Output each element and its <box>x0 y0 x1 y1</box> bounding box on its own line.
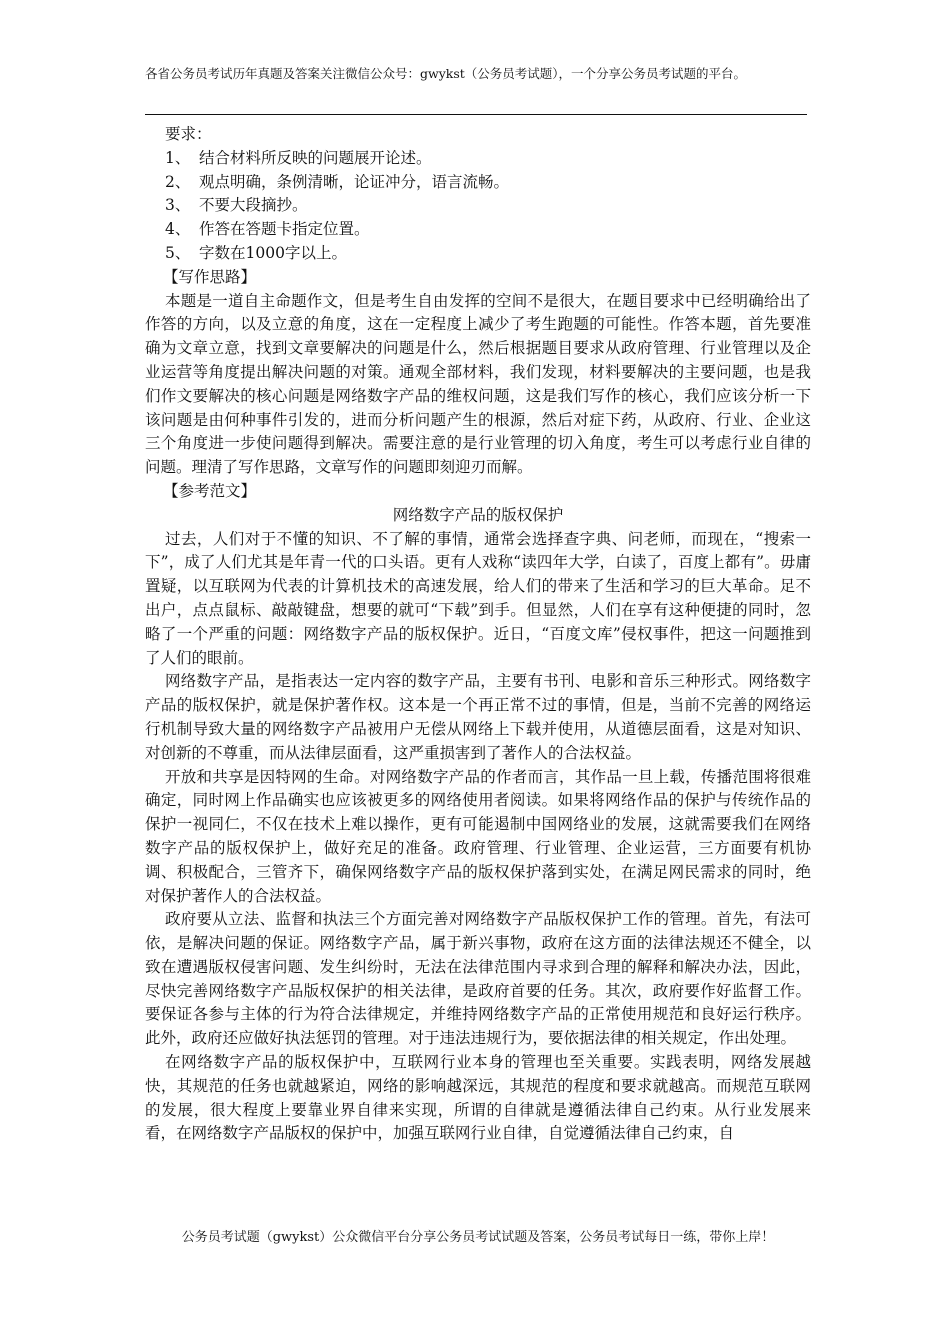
item-text: 结合材料所反映的问题展开论述。 <box>199 148 432 167</box>
page-header: 各省公务员考试历年真题及答案关注微信公众号：gwykst（公务员考试题），一个分享公务员考试题的平台。 <box>145 66 747 81</box>
essay-paragraph: 网络数字产品，是指表达一定内容的数字产品，主要有书刊、电影和音乐三种形式。网络数字产品的版权保护，就是保护著作权。这本是一个再正常不过的事情，但是，当前不完善的网络运行机制导致大量的网络数字产品被用户无偿从网络上下载并使用，从道德层面看，这是对知识、对创新的不尊重，而从法律层面看，这严重损害到了著作人的合法权益。 <box>145 672 811 762</box>
writing-idea-body: 本题是一道自主命题作文，但是考生自由发挥的空间不是很大，在题目要求中已经明确给出了作答的方向，以及立意的角度，这在一定程度上减少了考生跑题的可能性。作答本题，首先要准确为文章立意，找到文章要解决的问题是什么，然后根据题目要求从政府管理、行业管理以及企业运营等角度提出解决问题的对策。通观全部材料，我们发现，材料要解决的主要问题，也是我们作文要解决的核心问题是网络数字产品的维权问题，这是我们写作的核心，我们应该分析一下该问题是由何种事件引发的，进而分析问题产生的根源，然后对症下药，从政府、行业、企业这三个角度进一步使问题得到解决。需要注意的是行业管理的切入角度，考生可以考虑行业自律的问题。理清了写作思路，文章写作的问题即刻迎刃而解。 <box>145 291 811 477</box>
item-text: 作答在答题卡指定位置。 <box>199 220 370 239</box>
essay-paragraph: 开放和共享是因特网的生命。对网络数字产品的作者而言，其作品一旦上载，传播范围将很难确定，同时网上作品确实也应该被更多的网络使用者阅读。如果将网络作品的保护与传统作品的保护一视同仁，不仅在技术上难以操作，更有可能遏制中国网络业的发展，这就需要我们在网络数字产品的版权保护上，做好充足的准备。政府管理、行业管理、企业运营，三方面要有机协调、积极配合，三管齐下，确保网络数字产品的版权保护落到实处，在满足网民需求的同时，绝对保护著作人的合法权益。 <box>145 767 811 905</box>
list-item <box>145 218 811 242</box>
essay-paragraph: 在网络数字产品的版权保护中，互联网行业本身的管理也至关重要。实践表明，网络发展越快，其规范的任务也就越紧迫，网络的影响越深远，其规范的程度和要求就越高。而规范互联网的发展，很大程度上要靠业界自律来实现，所谓的自律就是遵循法律自己约束。从行业发展来看，在网络数字产品版权的保护中，加强互联网行业自律，自觉遵循法律自己约束，自 <box>145 1053 811 1143</box>
page-footer: 公务员考试题（gwykst）公众微信平台分享公务员考试试题及答案，公务员考试每日一练，带你上岸！ <box>181 1230 775 1245</box>
item-number: 3、 <box>165 196 191 215</box>
item-text: 字数在1000字以上。 <box>199 243 347 262</box>
essay-title: 网络数字产品的版权保护 <box>392 505 564 524</box>
essay-paragraph: 政府要从立法、监督和执法三个方面完善对网络数字产品版权保护工作的管理。首先，有法可依，是解决问题的保证。网络数字产品，属于新兴事物，政府在这方面的法律法规还不健全，以致在遭遇版权侵害问题、发生纠纷时，无法在法律范围内寻求到合理的解释和解决办法，因此，尽快完善网络数字产品版权保护的相关法律，是政府首要的任务。其次，政府要作好监督工作。要保证各参与主体的行为符合法律规定，并维持网络数字产品的正常使用规范和良好运行秩序。此外，政府还应做好执法惩罚的管理。对于违法违规行为，要依据法律的相关规定，作出处理。 <box>145 910 811 1048</box>
document-body <box>145 123 811 1146</box>
list-item <box>145 242 811 266</box>
essay-paragraph: 过去，人们对于不懂的知识、不了解的事情，通常会选择查字典、问老师，而现在，“搜索一下”，成了人们尤其是年青一代的口头语。更有人戏称“读四年大学，白读了，百度上都有”。毋庸置疑，以互联网为代表的计算机技术的高速发展，给人们的带来了生活和学习的巨大革命。足不出户，点点鼠标、敲敲键盘，想要的就可“下载”到手。但显然，人们在享有这种便捷的同时，忽略了一个严重的问题：网络数字产品的版权保护。近日，“百度文库”侵权事件，把这一问题推到了人们的眼前。 <box>145 529 811 667</box>
item-number: 1、 <box>165 148 191 167</box>
item-number: 4、 <box>165 220 191 239</box>
writing-idea-heading: 【写作思路】 <box>163 267 257 286</box>
item-number: 5、 <box>165 243 191 262</box>
requirements-list <box>145 147 811 266</box>
requirements-title: 要求： <box>165 125 212 143</box>
list-item <box>145 147 811 171</box>
item-text: 观点明确，条例清晰，论证冲分，语言流畅。 <box>199 172 510 191</box>
header-divider <box>145 114 807 115</box>
item-text: 不要大段摘抄。 <box>199 196 308 215</box>
list-item <box>145 194 811 218</box>
item-number: 2、 <box>165 172 191 191</box>
list-item <box>145 171 811 195</box>
sample-essay-heading: 【参考范文】 <box>163 481 257 500</box>
